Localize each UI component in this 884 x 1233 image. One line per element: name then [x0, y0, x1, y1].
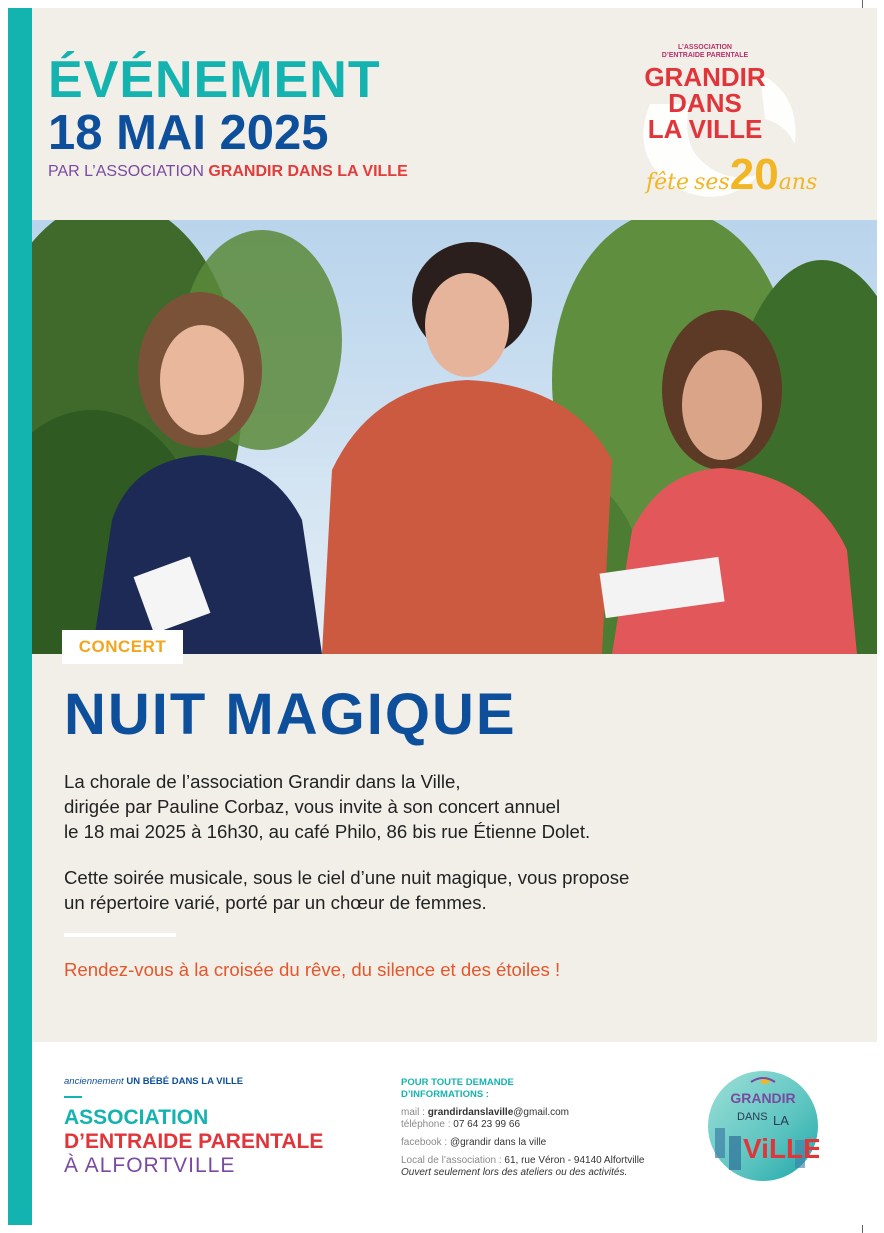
info-heading-line1: POUR TOUTE DEMANDE	[401, 1077, 514, 1088]
event-label: ÉVÉNEMENT	[48, 51, 381, 109]
mail-link[interactable]	[428, 1107, 569, 1118]
formerly-name: UN BÉBÉ DANS LA VILLE	[126, 1076, 244, 1087]
description-line: Cette soirée musicale, sous le ciel d’une nuit magique, vous propose	[64, 867, 630, 888]
logo-ans-word: ans	[778, 170, 818, 195]
logo-line-la-ville: LA VILLE	[647, 114, 763, 144]
info-heading	[401, 1077, 514, 1101]
facebook-handle[interactable]: @grandir dans la ville	[449, 1137, 547, 1148]
logo-anniversary-text	[646, 150, 818, 200]
address-line	[401, 1155, 645, 1167]
tagline: Rendez-vous à la croisée du rêve, du silence et des étoiles !	[64, 959, 561, 980]
organizer-line	[48, 163, 408, 181]
logo-fete-word: fête	[646, 170, 690, 195]
description-paragraph-1	[64, 769, 824, 844]
mail-user: grandirdanslaville	[427, 1107, 514, 1118]
info-heading-line2: D’INFORMATIONS :	[401, 1089, 489, 1100]
logo-line-grandir: GRANDIR	[644, 62, 766, 92]
logo-number: 20	[729, 150, 779, 199]
association-line-3: À ALFORTVILLE	[64, 1154, 236, 1177]
mail-domain: @gmail.com	[513, 1107, 569, 1118]
association-line-1: ASSOCIATION	[64, 1106, 209, 1129]
category-tag: CONCERT	[62, 630, 183, 664]
logo-bottom-line2b: LA	[773, 1113, 789, 1128]
formerly-name-line	[64, 1076, 243, 1087]
description-line: un répertoire varié, porté par un chœur de femmes.	[64, 892, 487, 913]
teal-side-bar	[8, 8, 32, 1225]
phone-label: téléphone :	[401, 1119, 451, 1130]
association-logo	[707, 1070, 819, 1182]
event-date: 18 MAI 2025	[48, 106, 329, 160]
organizer-prefix: PAR L’ASSOCIATION	[48, 163, 204, 180]
description-paragraph-2	[64, 865, 824, 915]
logo-bottom-line1: GRANDIR	[730, 1090, 796, 1106]
description-line: La chorale de l’association Grandir dans la Ville,	[64, 771, 461, 792]
mail-line	[401, 1107, 569, 1119]
formerly-prefix: anciennement	[64, 1076, 124, 1087]
logo-bottom-line2a: DANS	[737, 1111, 768, 1123]
choir-photo	[32, 220, 877, 654]
event-title: NUIT MAGIQUE	[64, 682, 517, 747]
address: 61, rue Véron - 94140 Alfortville	[504, 1155, 645, 1166]
hours-note: Ouvert seulement lors des ateliers ou des activités.	[401, 1167, 628, 1178]
association-line-2: D’ENTRAIDE PARENTALE	[64, 1130, 324, 1153]
logo-bottom-line3: ViLLE	[743, 1133, 819, 1164]
facebook-label: facebook :	[401, 1137, 448, 1148]
logo-ses-word: ses	[694, 170, 730, 195]
phone-line	[401, 1119, 520, 1131]
description-line: dirigée par Pauline Corbaz, vous invite à son concert annuel	[64, 796, 561, 817]
anniversary-logo	[610, 34, 850, 210]
divider	[64, 933, 176, 937]
mail-label: mail :	[401, 1107, 425, 1118]
organizer-name: GRANDIR DANS LA VILLE	[208, 163, 408, 180]
logo-line-dans: DANS	[668, 88, 742, 118]
association-logo-icon	[707, 1070, 819, 1182]
logo-small-line2: D’ENTRAIDE PARENTALE	[661, 52, 749, 59]
footer-dash	[64, 1096, 82, 1098]
phone-number[interactable]: 07 64 23 99 66	[453, 1119, 521, 1130]
logo-small-line1: L’ASSOCIATION	[678, 44, 732, 51]
address-label: Local de l’association :	[401, 1155, 502, 1166]
facebook-line	[401, 1137, 546, 1149]
description-line: le 18 mai 2025 à 16h30, au café Philo, 86 bis rue Étienne Dolet.	[64, 821, 591, 842]
